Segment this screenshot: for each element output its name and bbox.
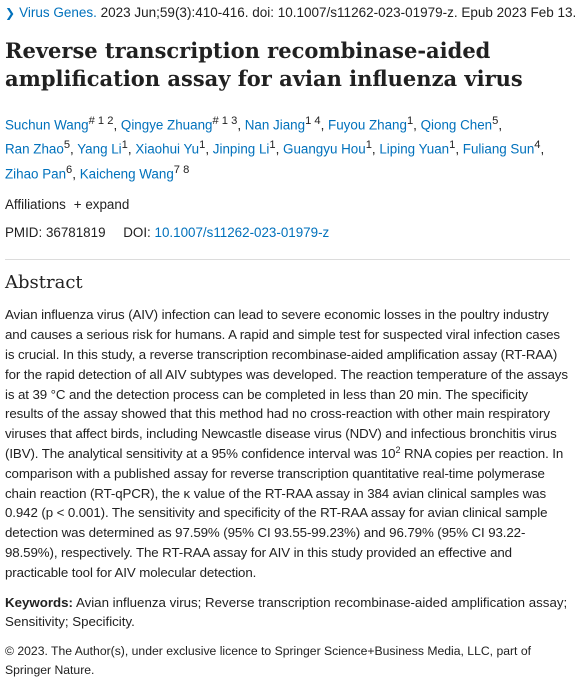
author-affiliation-marks[interactable]: 1 [199, 139, 206, 152]
copyright-notice: © 2023. The Author(s), under exclusive licence to Springer Science+Business Media, LLC, part of Springer Nature. [5, 644, 531, 677]
author-list [5, 111, 570, 184]
author-link[interactable]: Fuliang Sun [462, 141, 535, 157]
author-link[interactable]: Ran Zhao [5, 141, 64, 157]
article-title: Reverse transcription recombinase-aided amplification assay for avian influenza virus [5, 38, 523, 91]
author-link[interactable]: Jinping Li [212, 141, 270, 157]
author-affiliation-marks[interactable]: 5 [63, 139, 71, 152]
author-link[interactable]: Zihao Pan [5, 166, 67, 182]
affiliations [5, 196, 570, 214]
author-separator: , [413, 117, 421, 133]
abstract-text [5, 305, 570, 582]
author-link[interactable]: Liping Yuan [379, 141, 450, 157]
author-affiliation-marks[interactable]: 1 [449, 139, 456, 152]
author-separator: , [371, 141, 380, 157]
author-link[interactable]: Qiong Chen [420, 117, 493, 133]
author-separator: , [205, 141, 213, 157]
author-affiliation-marks[interactable]: 5 [492, 115, 499, 127]
author-separator: , [70, 141, 78, 157]
author-separator: , [237, 117, 245, 133]
chevron-right-icon[interactable]: ❯ [5, 6, 16, 20]
author-link[interactable]: Kaicheng Wang [79, 166, 174, 182]
author-affiliation-marks[interactable]: 1 [121, 139, 128, 152]
author-separator: , [498, 117, 503, 133]
author-link[interactable]: Qingye Zhuang [120, 117, 213, 133]
abstract-heading: Abstract [5, 272, 83, 294]
author-affiliation-marks[interactable]: 7 8 [173, 163, 190, 176]
keywords-label: Keywords: [5, 594, 73, 610]
keywords-text: Avian influenza virus; Reverse transcription recombinase-aided amplification assay; Sensitivity; Specificity. [5, 594, 568, 630]
author-affiliation-marks[interactable]: 6 [66, 163, 73, 176]
author-affiliation-marks[interactable]: 1 [269, 139, 276, 152]
pmid-label: PMID: [5, 225, 43, 241]
article-page [0, 3, 578, 679]
author-affiliation-marks[interactable]: 1 [365, 139, 372, 152]
author-separator: , [540, 141, 545, 157]
abstract-text-part-2: RNA copies per reaction. In comparison with a published assay for reverse transcription quantitative real-time polymerase chain reaction (RT-qPCR), the κ value of the RT-RAA assay in 384 avian clinical samples was 0.942 (p < 0.001). The sensitivity and specificity of the RT-RAA assay for avian clinical sample detection was determined as 97.59% (95% CI 93.55-99.23%) and 96.79% (95% CI 93.22-98.59%), respectively. The RT-RAA assay for AIV in this study provided an effective and practicable tool for AIV molecular detection. [5, 445, 564, 580]
citation-details: 2023 Jun;59(3):410-416. doi: 10.1007/s11262-023-01979-z. Epub 2023 Feb 13. [100, 5, 577, 20]
author-affiliation-marks[interactable]: # 1 2 [88, 115, 114, 127]
author-separator: , [72, 166, 80, 182]
pmid-value: 36781819 [45, 225, 106, 241]
affiliations-expand-button[interactable]: + expand [73, 197, 130, 213]
author-affiliation-marks[interactable]: 4 [534, 139, 541, 152]
author-separator: , [127, 141, 136, 157]
author-affiliation-marks[interactable]: 1 [406, 115, 414, 127]
abstract-superscript: 2 [395, 444, 401, 455]
author-link[interactable]: Fuyou Zhang [328, 117, 407, 133]
author-link[interactable]: Yang Li [77, 141, 122, 157]
abstract-text-part-1: Avian influenza virus (AIV) infection can lead to severe economic losses in the poultry industry and causes a serious risk for humans. A rapid and simple test for suspected viral infection cases is crucial. In this study, a reverse transcription recombinase-aided amplification assay (RT-RAA) for the rapid detection of all AIV subtypes was developed. The reaction temperature of the assays is at 39 °C and the detection process can be completed in less than 20 min. The specificity results of the assay showed that this method had no cross-reaction with other main respiratory viruses that affect birds, including Newcastle disease virus (NDV) and infectious bronchitis virus (IBV). The analytical sensitivity at a 95% confidence interval was 10 [5, 307, 568, 461]
journal-link[interactable]: Virus Genes. [19, 5, 97, 20]
doi-link[interactable]: 10.1007/s11262-023-01979-z [154, 225, 330, 241]
divider [5, 259, 570, 260]
author-separator: , [455, 141, 463, 157]
article-identifiers [5, 224, 570, 242]
citation-line [5, 3, 577, 23]
author-separator: , [275, 141, 284, 157]
author-link[interactable]: Xiaohui Yu [135, 141, 200, 157]
author-link[interactable]: Suchun Wang [5, 117, 89, 133]
author-affiliation-marks[interactable]: 1 4 [305, 115, 321, 127]
affiliations-label: Affiliations [5, 197, 66, 213]
keywords [5, 593, 570, 633]
doi-label: DOI: [123, 225, 151, 241]
author-affiliation-marks[interactable]: # 1 3 [212, 115, 238, 127]
author-link[interactable]: Nan Jiang [244, 117, 306, 133]
author-separator: , [320, 117, 329, 133]
author-link[interactable]: Guangyu Hou [283, 141, 366, 157]
author-separator: , [113, 117, 121, 133]
